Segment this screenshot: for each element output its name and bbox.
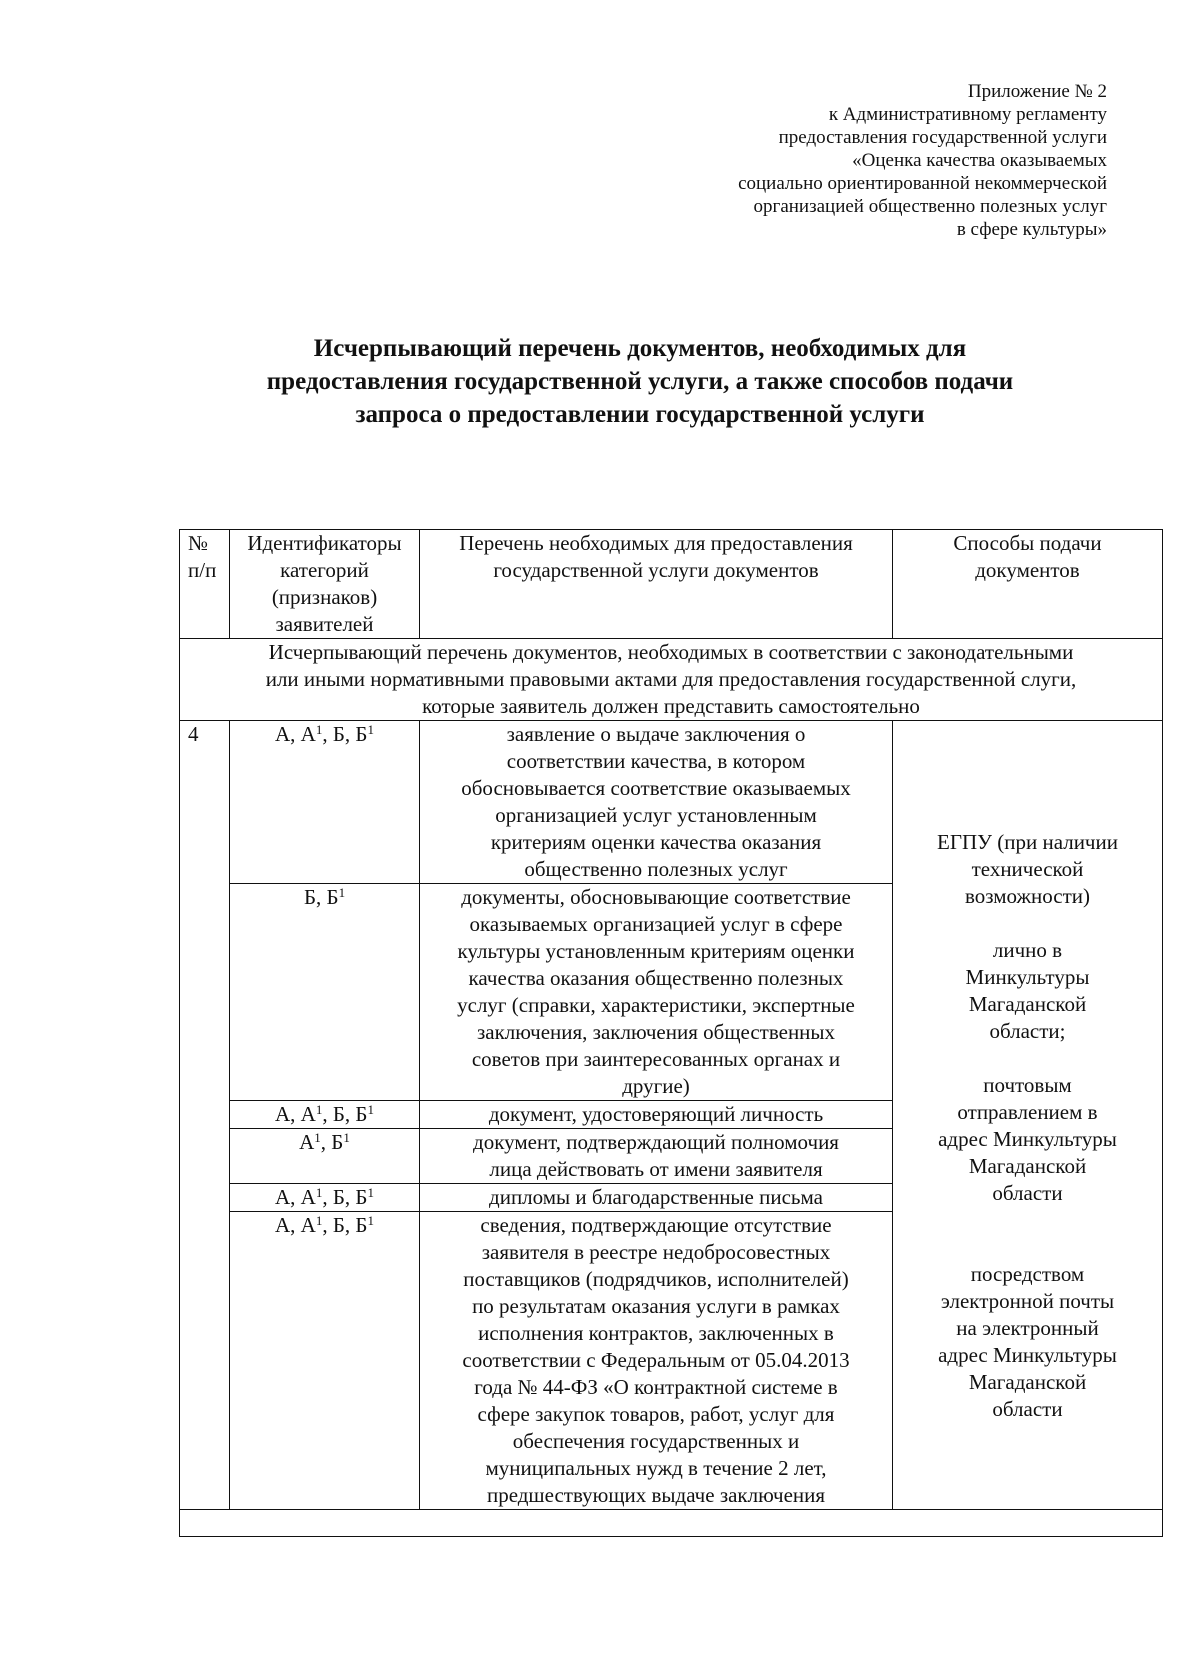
annex-line: предоставления государственной услуги bbox=[778, 127, 1107, 148]
document-cell: дипломы и благодарственные письма bbox=[420, 1184, 893, 1212]
annex-line: социально ориентированной некоммерческой bbox=[738, 173, 1107, 194]
header-documents: Перечень необходимых для предоставления государственной услуги документов bbox=[420, 530, 893, 639]
identifiers-cell: А, $А^1$, Б, $Б^1$ bbox=[230, 1212, 420, 1510]
empty-cell bbox=[180, 1510, 1163, 1537]
header-num: № п/п bbox=[180, 530, 230, 639]
identifiers-cell: Б, $Б^1$ bbox=[230, 884, 420, 1101]
title-line: предоставления государственной услуги, а также способов подачи bbox=[266, 368, 1014, 395]
document-cell: документы, обосновывающие соответствие оказываемых организацией услуг в сфере культуры установленным критериям оценки качества оказания общественно полезных услуг (справки, характеристики, экспертные заключения, заключения общественных советов при заинтересованных органах и другие) bbox=[420, 884, 893, 1101]
document-cell: заявление о выдаче заключения о соответствии качества, в котором обосновывается соответствие оказываемых организацией услуг установленным критериям оценки качества оказания общественно полезных услуг bbox=[420, 721, 893, 884]
empty-row bbox=[180, 1510, 1163, 1537]
identifiers-cell: А, $А^1$, Б, $Б^1$ bbox=[230, 721, 420, 884]
documents-table bbox=[179, 529, 1163, 1537]
table-row bbox=[180, 721, 1163, 884]
identifiers-cell: А, $А^1$, Б, $Б^1$ bbox=[230, 1101, 420, 1129]
identifiers-cell: А, $А^1$, Б, $Б^1$ bbox=[230, 1184, 420, 1212]
title-line: Исчерпывающий перечень документов, необходимых для bbox=[313, 335, 967, 362]
table-header-row bbox=[180, 530, 1163, 639]
row-number: 4 bbox=[180, 721, 230, 1510]
header-methods: Способы подачи документов bbox=[893, 530, 1163, 639]
submission-methods-cell: ЕГПУ (при наличии технической возможности) лично в Минкультуры Магаданской области; почтовым отправлением в адрес Минкультуры Магаданской области посредством электронной почты на электронный адрес Минкультуры Магаданской области bbox=[893, 721, 1163, 1510]
annex-line: Приложение № 2 bbox=[967, 81, 1107, 102]
document-cell: документ, подтверждающий полномочия лица действовать от имени заявителя bbox=[420, 1129, 893, 1184]
annex-line: организацией общественно полезных услуг bbox=[753, 196, 1107, 217]
annex-header bbox=[738, 80, 1107, 241]
document-title bbox=[100, 332, 1180, 431]
annex-line: «Оценка качества оказываемых bbox=[852, 150, 1107, 171]
title-line: запроса о предоставлении государственной услуги bbox=[355, 401, 925, 428]
section-row bbox=[180, 639, 1163, 721]
section-caption: Исчерпывающий перечень документов, необходимых в соответствии с законодательными или иными нормативными правовыми актами для предоставления государственной слуги, которые заявитель должен представить самостоятельно bbox=[180, 639, 1163, 721]
document-cell: сведения, подтверждающие отсутствие заявителя в реестре недобросовестных поставщиков (подрядчиков, исполнителей) по результатам оказания услуги в рамках исполнения контрактов, заключенных в соответствии с Федеральным от 05.04.2013 года № 44-ФЗ «О контрактной системе в сфере закупок товаров, работ, услуг для обеспечения государственных и муниципальных нужд в течение 2 лет, предшествующих выдаче заключения bbox=[420, 1212, 893, 1510]
header-identifiers: Идентификаторы категорий (признаков) заявителей bbox=[230, 530, 420, 639]
annex-line: в сфере культуры» bbox=[956, 219, 1107, 240]
annex-line: к Административному регламенту bbox=[828, 104, 1107, 125]
document-cell: документ, удостоверяющий личность bbox=[420, 1101, 893, 1129]
identifiers-cell: $А^1$, $Б^1$ bbox=[230, 1129, 420, 1184]
